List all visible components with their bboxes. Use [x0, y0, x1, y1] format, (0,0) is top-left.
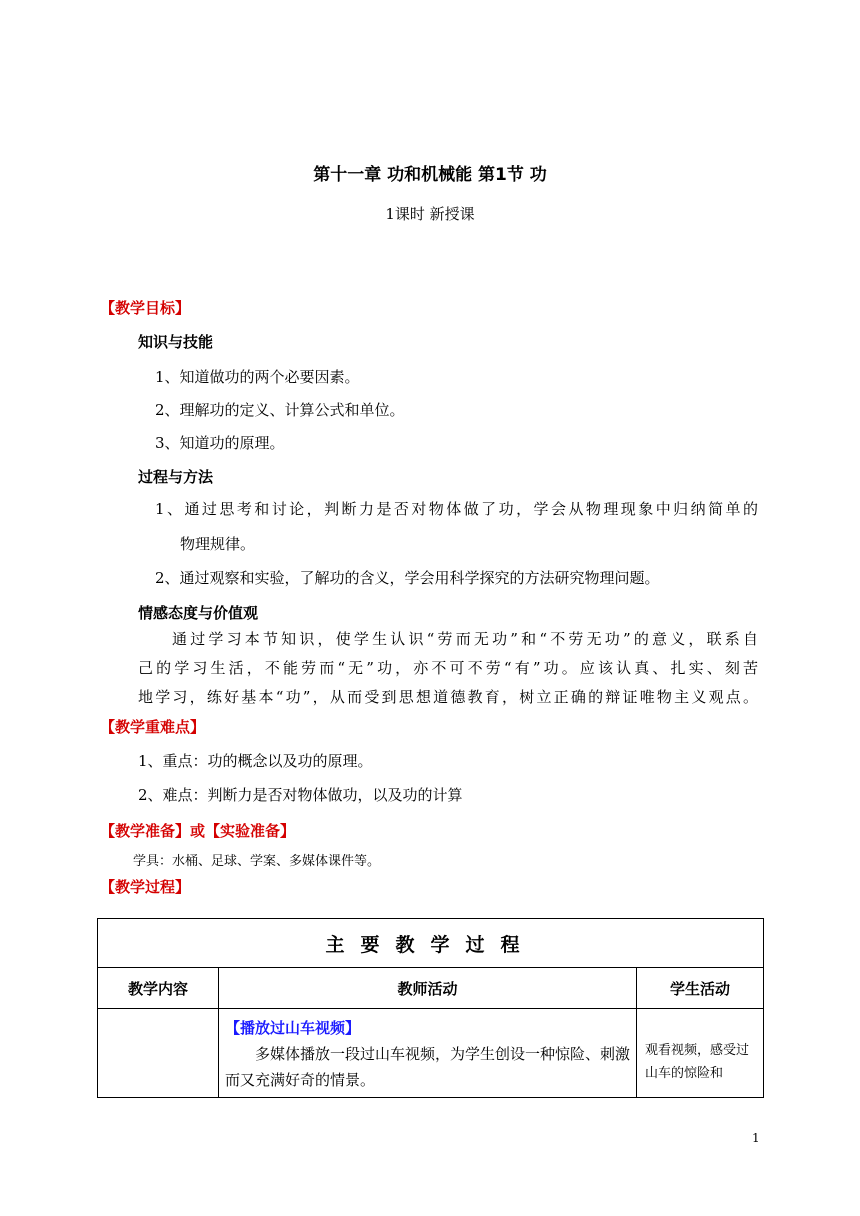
- key-points-heading: 【教学重难点】: [100, 718, 206, 736]
- knowledge-heading: 知识与技能: [138, 333, 214, 351]
- emotion-line-2: 己的学习生活，不能劳而“无”功，亦不可不劳“有”功。应该认真、扎实、刻苦: [138, 659, 758, 677]
- emotion-heading: 情感态度与价值观: [138, 604, 259, 622]
- process-item-1-line-2: 物理规律。: [180, 535, 256, 553]
- column-header-teacher: 教师活动: [219, 968, 637, 1009]
- key-point-2: 2、难点：判断力是否对物体做功，以及功的计算: [138, 786, 463, 804]
- process-item-1-line-1: 1、通过思考和讨论，判断力是否对物体做了功，学会从物理现象中归纳简单的: [155, 500, 758, 518]
- key-point-1: 1、重点：功的概念以及功的原理。: [138, 752, 373, 770]
- preparation-heading: 【教学准备】或【实验准备】: [100, 822, 296, 840]
- column-header-content: 教学内容: [98, 968, 219, 1009]
- knowledge-item-3: 3、知道功的原理。: [155, 434, 285, 452]
- emotion-line-3: 地学习，练好基本“功”，从而受到思想道德教育，树立正确的辩证唯物主义观点。: [138, 688, 758, 706]
- student-activity-text: 观看视频，感受过山车的惊险和: [645, 1043, 750, 1081]
- process-section-heading: 【教学过程】: [100, 878, 191, 896]
- teaching-process-table: [97, 918, 764, 1098]
- teacher-activity-text: 多媒体播放一段过山车视频，为学生创设一种惊险、刺激而又充满好奇的情景。: [225, 1045, 631, 1089]
- teacher-activity-heading: 【播放过山车视频】: [225, 1019, 361, 1037]
- knowledge-item-2: 2、理解功的定义、计算公式和单位。: [155, 401, 405, 419]
- emotion-line-1: 通过学习本节知识，使学生认识“劳而无功”和“不劳无功”的意义，联系自: [172, 630, 758, 648]
- column-header-student: 学生活动: [637, 968, 764, 1009]
- page-title: 第十一章 功和机械能 第1节 功: [313, 165, 547, 185]
- knowledge-item-1: 1、知道做功的两个必要因素。: [155, 368, 360, 386]
- page-subtitle: 1课时 新授课: [385, 205, 475, 223]
- table-cell-content: [98, 1009, 219, 1098]
- page-number: 1: [752, 1131, 760, 1145]
- preparation-text: 学具：水桶、足球、学案、多媒体课件等。: [133, 854, 381, 869]
- process-heading: 过程与方法: [138, 468, 214, 486]
- objectives-heading: 【教学目标】: [100, 299, 191, 317]
- process-item-2: 2、通过观察和实验，了解功的含义，学会用科学探究的方法研究物理问题。: [155, 569, 660, 587]
- table-cell-teacher: [219, 1009, 637, 1098]
- table-cell-student: [637, 1009, 764, 1098]
- table-title: 主要教学过程: [98, 919, 764, 968]
